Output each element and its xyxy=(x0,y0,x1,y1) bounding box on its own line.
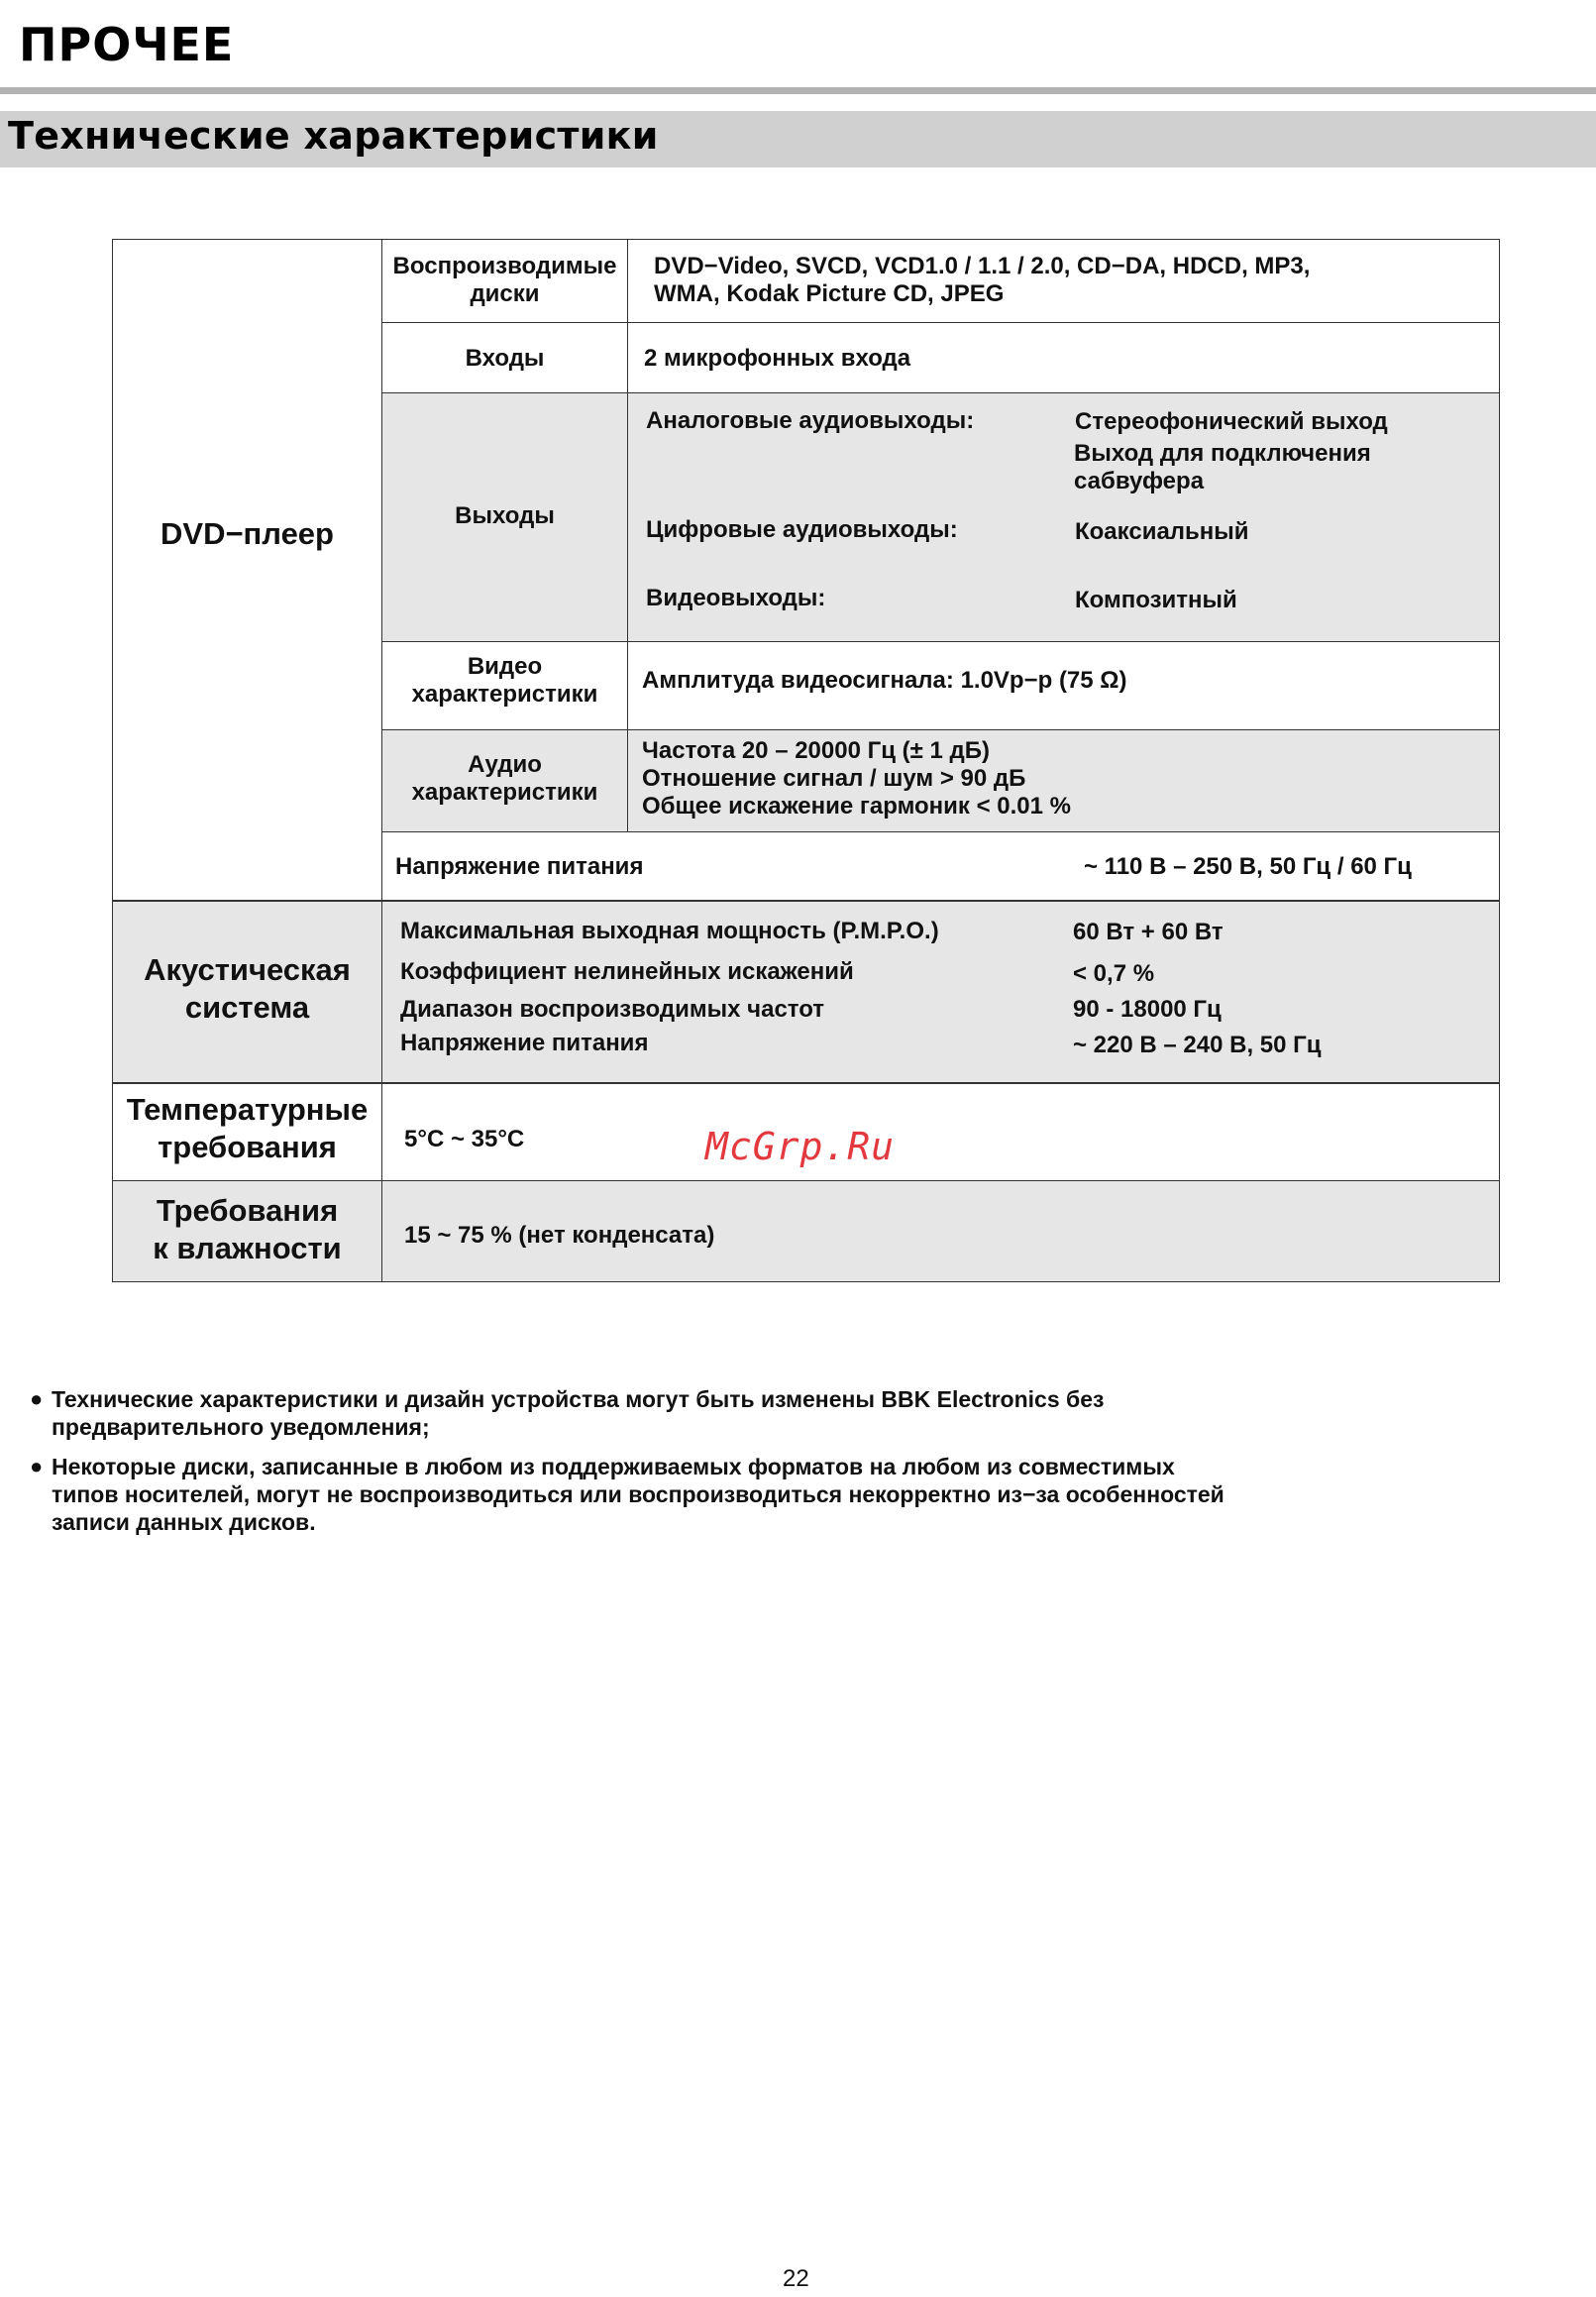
dvd-category-cell xyxy=(112,239,382,901)
header-rule xyxy=(0,87,1596,94)
acoustic-row-label: Диапазон воспроизводимых частот xyxy=(400,996,825,1023)
humidity-category-label: Требования к влажности xyxy=(153,1193,342,1265)
note-text: Технические характеристики и дизайн устройства могут быть изменены BBK Electronics без предварительного уведомления; xyxy=(52,1386,1105,1440)
note-text: Некоторые диски, записанные в любом из поддерживаемых форматов на любом из совместимых типов носителей, могут не воспроизводиться или воспроизводиться некорректно из−за особенностей записи данных дисков. xyxy=(52,1454,1224,1535)
video-char-label: Видео характеристики xyxy=(411,653,598,708)
list-item xyxy=(30,1385,1318,1441)
digital-outputs-label: Цифровые аудиовыходы: xyxy=(646,516,958,543)
list-item xyxy=(30,1453,1318,1536)
analog-outputs-label: Аналоговые аудиовыходы: xyxy=(646,407,975,434)
dvd-power-value: ~ 110 В – 250 В, 50 Гц / 60 Гц xyxy=(1084,853,1412,880)
temperature-value-cell xyxy=(381,1082,1500,1181)
section-title: ПРОЧЕЕ xyxy=(19,18,235,71)
discs-value: DVD−Video, SVCD, VCD1.0 / 1.1 / 2.0, CD−DA, HDCD, MP3, WMA, Kodak Picture CD, JPEG xyxy=(654,253,1311,307)
subsection-header-bar xyxy=(0,111,1596,167)
temperature-value: 5°C ~ 35°C xyxy=(404,1126,525,1152)
acoustic-category-label: Акустическая система xyxy=(144,952,351,1025)
audio-char-label: Аудио характеристики xyxy=(411,751,598,806)
digital-outputs-value: Коаксиальный xyxy=(1075,518,1249,545)
humidity-value: 15 ~ 75 % (нет конденсата) xyxy=(404,1222,715,1249)
analog-outputs-value-1: Стереофонический выход xyxy=(1075,408,1388,435)
video-outputs-label: Видеовыходы: xyxy=(646,585,826,611)
notes-list xyxy=(30,1385,1318,1548)
bullet-icon: ● xyxy=(30,1386,44,1411)
acoustic-row-value: ~ 220 В – 240 В, 50 Гц xyxy=(1073,1032,1322,1058)
dvd-category-label: DVD−плеер xyxy=(160,516,334,551)
outputs-label: Выходы xyxy=(455,502,555,529)
inputs-label: Входы xyxy=(465,345,545,372)
bullet-icon: ● xyxy=(30,1454,44,1478)
dvd-power-label: Напряжение питания xyxy=(395,853,644,880)
analog-outputs-value-2: Выход для подключения сабвуфера xyxy=(1074,440,1371,494)
video-outputs-value: Композитный xyxy=(1075,587,1237,613)
inputs-value: 2 микрофонных входа xyxy=(644,345,911,372)
page-number: 22 xyxy=(783,2265,809,2292)
acoustic-row-label: Напряжение питания xyxy=(400,1030,649,1056)
acoustic-row-label: Максимальная выходная мощность (P.M.P.O.) xyxy=(400,918,939,944)
acoustic-row-value: < 0,7 % xyxy=(1073,960,1155,987)
subsection-title: Технические характеристики xyxy=(8,114,659,158)
temperature-category-label: Температурные требования xyxy=(126,1092,369,1164)
watermark: McGrp.Ru xyxy=(705,1125,896,1168)
video-char-value: Амплитуда видеосигнала: 1.0Vp−p (75 Ω) xyxy=(642,667,1127,694)
acoustic-row-value: 60 Вт + 60 Вт xyxy=(1073,919,1224,945)
acoustic-row-label: Коэффициент нелинейных искажений xyxy=(400,958,854,985)
discs-label: Воспроизводимые диски xyxy=(392,253,617,307)
audio-char-value: Частота 20 – 20000 Гц (± 1 дБ) Отношение сигнал / шум > 90 дБ Общее искажение гармоник < 0.01 % xyxy=(642,737,1071,820)
acoustic-row-value: 90 - 18000 Гц xyxy=(1073,996,1222,1023)
